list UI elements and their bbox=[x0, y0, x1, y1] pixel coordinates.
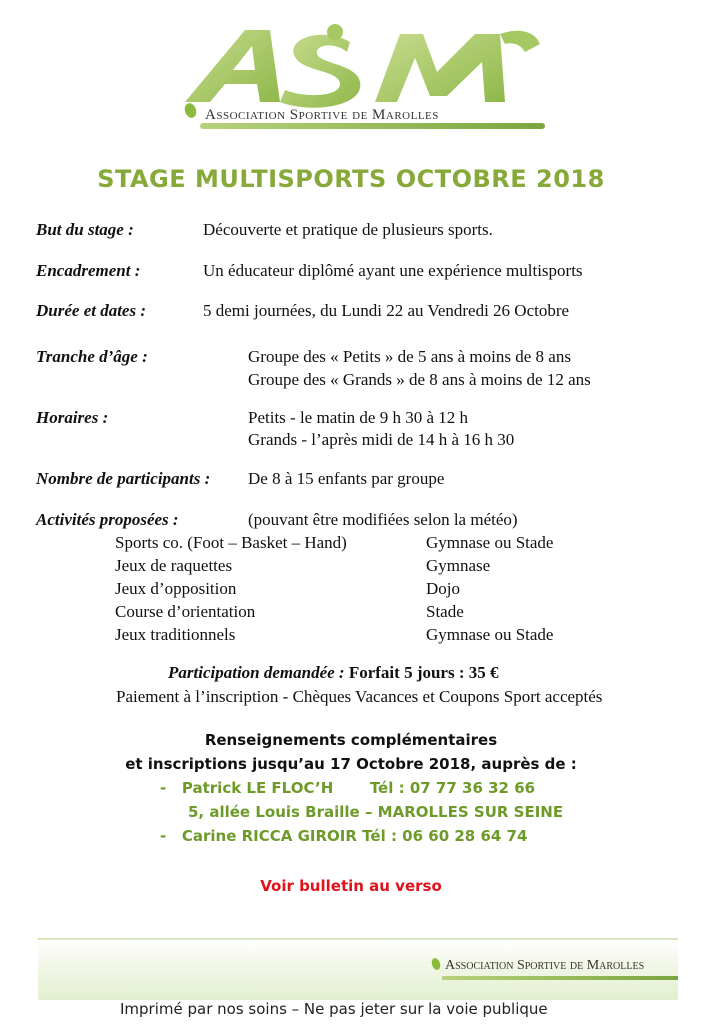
encadrement-value: Un éducateur diplômé ayant une expérience multisports bbox=[203, 261, 583, 280]
activity-place: Stade bbox=[426, 602, 464, 621]
activity-name: Jeux traditionnels bbox=[115, 625, 236, 644]
activity-name: Course d’orientation bbox=[115, 602, 256, 621]
activity-place: Gymnase ou Stade bbox=[426, 533, 554, 552]
activity-place: Gymnase bbox=[426, 556, 491, 575]
tranche-line-1: Groupe des « Petits » de 5 ans à moins de 8 ans bbox=[248, 347, 571, 366]
participation-label: Participation demandée : bbox=[168, 663, 345, 682]
activites-label: Activités proposées : bbox=[36, 510, 179, 529]
logo-underline bbox=[200, 123, 545, 129]
but-label: But du stage : bbox=[36, 220, 134, 239]
duree-value: 5 demi journées, du Lundi 22 au Vendredi 26 Octobre bbox=[203, 301, 570, 320]
footer-association-name: Association Sportive de Marolles bbox=[445, 958, 645, 973]
duree-label: Durée et dates : bbox=[36, 301, 147, 320]
participants-label: Nombre de participants : bbox=[36, 469, 211, 488]
but-value: Découverte et pratique de plusieurs sports. bbox=[203, 220, 493, 239]
activity-name: Sports co. (Foot – Basket – Hand) bbox=[115, 533, 347, 552]
contact-person-2: - Carine RICCA GIROIR Tél : 06 60 28 64 74 bbox=[160, 827, 528, 845]
activity-name: Jeux d’opposition bbox=[115, 579, 237, 598]
horaires-label: Horaires : bbox=[36, 408, 109, 427]
footer-note: Imprimé par nos soins – Ne pas jeter sur la voie publique bbox=[120, 1000, 548, 1018]
verso-note: Voir bulletin au verso bbox=[260, 877, 442, 895]
horaires-line-1: Petits - le matin de 9 h 30 à 12 h bbox=[248, 408, 469, 427]
contact-address: 5, allée Louis Braille – MAROLLES SUR SEINE bbox=[188, 803, 564, 821]
tranche-line-2: Groupe des « Grands » de 8 ans à moins de 12 ans bbox=[248, 370, 591, 389]
contact-subheading: et inscriptions jusqu’au 17 Octobre 2018, auprès de : bbox=[125, 755, 577, 773]
page-title: STAGE MULTISPORTS OCTOBRE 2018 bbox=[97, 165, 605, 193]
logo-association-name: Association Sportive de Marolles bbox=[205, 107, 439, 123]
participants-value: De 8 à 15 enfants par groupe bbox=[248, 469, 445, 488]
footer-logo-underline bbox=[442, 976, 678, 980]
activity-place: Dojo bbox=[426, 579, 460, 598]
horaires-line-2: Grands - l’après midi de 14 h à 16 h 30 bbox=[248, 430, 515, 449]
payment-info: Paiement à l’inscription - Chèques Vacances et Coupons Sport acceptés bbox=[116, 687, 603, 706]
contact-heading: Renseignements complémentaires bbox=[204, 731, 498, 749]
contact-person-1: - Patrick LE FLOC’H Tél : 07 77 36 32 66 bbox=[160, 779, 536, 797]
participation-price: Forfait 5 jours : 35 € bbox=[348, 663, 499, 682]
tranche-label: Tranche d’âge : bbox=[36, 347, 148, 366]
activites-note: (pouvant être modifiées selon la météo) bbox=[248, 510, 518, 529]
participation-line bbox=[168, 663, 499, 683]
activity-place: Gymnase ou Stade bbox=[426, 625, 554, 644]
activity-name: Jeux de raquettes bbox=[115, 556, 233, 575]
encadrement-label: Encadrement : bbox=[36, 261, 141, 280]
